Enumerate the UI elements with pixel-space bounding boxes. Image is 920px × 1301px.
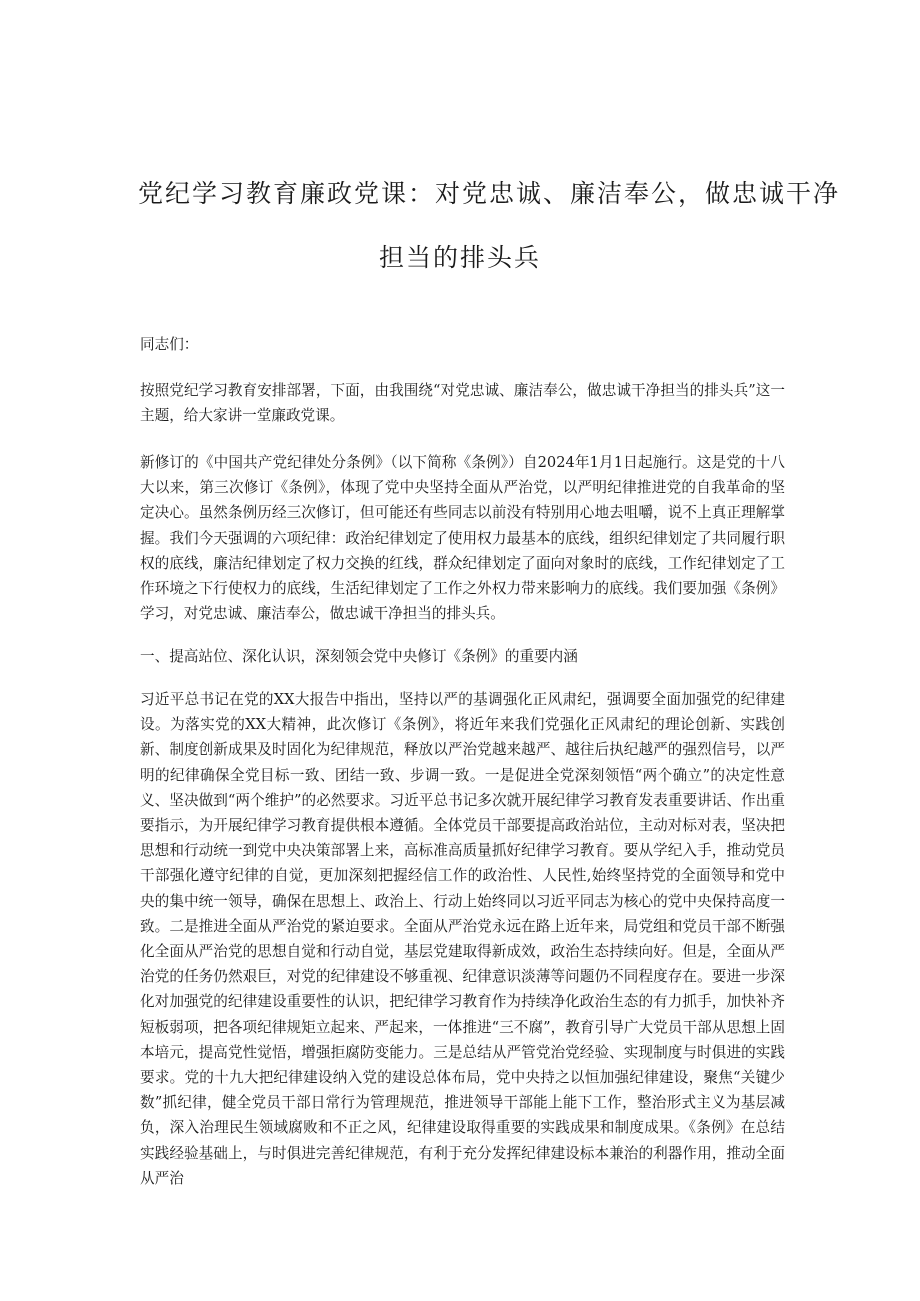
salutation: 同志们： xyxy=(140,336,199,353)
document-title-line-1: 党纪学习教育廉政党课：对党忠诚、廉洁奉公，做忠诚干净 xyxy=(138,179,841,208)
paragraph-regulation-overview: 新修订的《中国共产党纪律处分条例》（以下简称《条例》）自2024年1月1日起施行。这是党的十八大以来，第三次修订《条例》，体现了党中央坚持全面从严治党，以严明纪律推进党的自我革命的坚定决心。虽然条例历经三次修订，但可能还有些同志以前没有特别用心地去咀嚼，说不上真正理解掌握。我们今天强调的六项纪律：政治纪律划定了使用权力最基本的底线，组织纪律划定了共同履行职权的底线，廉洁纪律划定了权力交换的红线，群众纪律划定了面向对象时的底线，工作纪律划定了工作环境之下行使权力的底线，生活纪律划定了工作之外权力带来影响力的底线。我们要加强《条例》学习，对党忠诚、廉洁奉公，做忠诚干净担当的排头兵。 xyxy=(140,454,785,623)
section-heading-1: 一、提高站位、深化认识，深刻领会党中央修订《条例》的重要内涵 xyxy=(140,648,578,665)
document-title-line-2: 担当的排头兵 xyxy=(378,243,541,272)
paragraph-section-1-body: 习近平总书记在党的XX大报告中指出，坚持以严的基调强化正风肃纪，强调要全面加强党的纪律建设。为落实党的XX大精神，此次修订《条例》，将近年来我们党强化正风肃纪的理论创新、实践创新、制度创新成果及时固化为纪律规范，释放以严治党越来越严、越往后执纪越严的强烈信号，以严明的纪律确保全党目标一致、团结一致、步调一致。一是促进全党深刻领悟“两个确立”的决定性意义、坚决做到“两个维护”的必然要求。习近平总书记多次就开展纪律学习教育发表重要讲话、作出重要指示，为开展纪律学习教育提供根本遵循。全体党员干部要提高政治站位，主动对标对表，坚决把思想和行动统一到党中央决策部署上来，高标准高质量抓好纪律学习教育。要从学纪入手，推动党员干部强化遵守纪律的自觉，更加深刻把握经信工作的政治性、人民性,始终坚持党的全面领导和党中央的集中统一领导，确保在思想上、政治上、行动上始终同以习近平同志为核心的党中央保持高度一致。二是推进全面从严治党的紧迫要求。全面从严治党永远在路上近年来，局党组和党员干部不断强化全面从严治党的思想自觉和行动自觉，基层党建取得新成效，政治生态持续向好。但是，全面从严治党的任务仍然艰巨，对党的纪律建设不够重视、纪律意识淡薄等问题仍不同程度存在。要进一步深化对加强党的纪律建设重要性的认识，把纪律学习教育作为持续净化政治生态的有力抓手，加快补齐短板弱项，把各项纪律规矩立起来、严起来，一体推进“三不腐”，教育引导广大党员干部从思想上固本培元，提高党性觉悟，增强拒腐防变能力。三是总结从严管党治党经验、实现制度与时俱进的实践要求。党的十九大把纪律建设纳入党的建设总体布局，党中央持之以恒加强纪律建设，聚焦“关键少数”抓纪律，健全党员干部日常行为管理规范，推进领导干部能上能下工作，整治形式主义为基层减负，深入治理民生领域腐败和不正之风，纪律建设取得重要的实践成果和制度成果。《条例》在总结实践经验基础上，与时俱进完善纪律规范，有利于充分发挥纪律建设标本兼治的利器作用，推动全面从严治 xyxy=(140,691,785,1187)
paragraph-intro: 按照党纪学习教育安排部署，下面，由我围绕“对党忠诚、廉洁奉公，做忠诚干净担当的排头兵”这一主题，给大家讲一堂廉政党课。 xyxy=(140,382,785,425)
